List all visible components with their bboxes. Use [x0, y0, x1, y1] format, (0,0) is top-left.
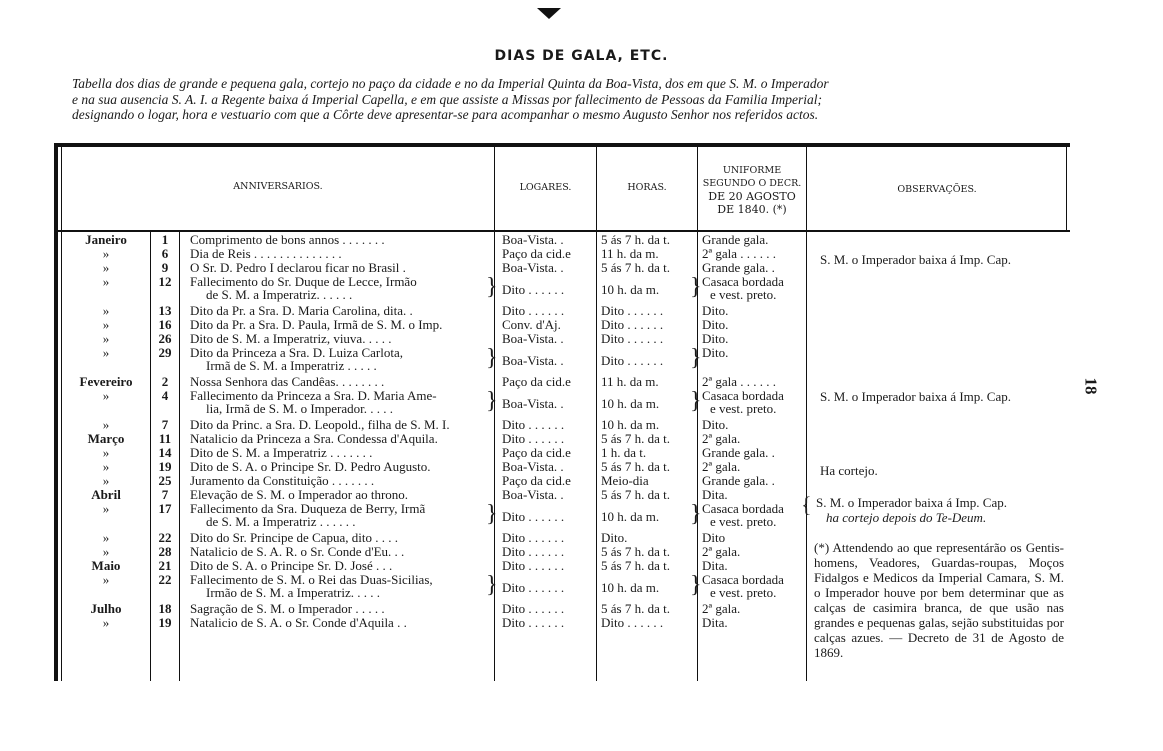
day-cell: 18 [158, 601, 172, 616]
day-cell: 19 [158, 459, 172, 474]
event-cell: Elevação de S. M. o Imperador ao throno. [190, 487, 409, 502]
day-cell: 16 [158, 317, 172, 332]
observation-text: ha cortejo depois do Te-Deum. [826, 510, 987, 525]
day-cell: 19 [158, 615, 172, 630]
month-cell: » [102, 501, 110, 516]
event-cell: Fallecimento do Sr. Duque de Lecce, Irmão [190, 274, 417, 289]
place-cell: Boa-Vista. . [502, 487, 564, 502]
month-cell: » [102, 345, 110, 360]
hour-cell: 1 h. da t. [601, 445, 647, 460]
brace-icon: } [690, 274, 702, 300]
event-cell: Juramento da Constituição . . . . . . . [190, 473, 375, 488]
month-cell: Fevereiro [79, 374, 133, 389]
month-cell: » [102, 303, 110, 318]
dress-cell: Dito. [702, 331, 729, 346]
day-cell: 7 [161, 487, 169, 502]
brace-icon: } [690, 501, 702, 527]
place-cell: Boa-Vista. . [502, 395, 564, 411]
column-rule-short [179, 231, 180, 681]
event-cell: Irmão de S. M. a Imperatriz. . . . . [206, 585, 381, 600]
month-cell: » [102, 445, 110, 460]
place-cell: Paço da cid.e [502, 473, 571, 488]
brace-icon: } [486, 274, 498, 300]
day-cell: 6 [161, 246, 169, 261]
event-cell: Natalicio de S. A. o Sr. Conde d'Aquila . . [190, 615, 407, 630]
event-cell: Dito do Sr. Principe de Capua, dito . . . . [190, 530, 398, 545]
hour-cell: 10 h. da m. [601, 281, 660, 297]
event-cell: Dito de S. M. a Imperatriz . . . . . . . [190, 445, 373, 460]
event-cell: Dia de Reis . . . . . . . . . . . . . . [190, 246, 342, 261]
hour-cell: Meio-dia [601, 473, 649, 488]
place-cell: Dito . . . . . . [502, 508, 565, 524]
month-cell: Janeiro [85, 232, 127, 247]
dress-cell: Casaca bordada [702, 572, 784, 587]
hour-cell: 10 h. da m. [601, 508, 660, 524]
place-cell: Boa-Vista. . [502, 352, 564, 368]
event-cell: Fallecimento da Princeza a Sra. D. Maria Ame- [190, 388, 437, 403]
day-cell: 29 [158, 345, 172, 360]
event-cell: Dito de S. M. a Imperatriz, viuva. . . . . [190, 331, 392, 346]
header-horas: HORAS. [627, 182, 667, 193]
observation-text: Ha cortejo. [820, 463, 878, 478]
event-cell: lia, Irmã de S. M. o Imperador. . . . . [206, 401, 394, 416]
brace-icon: } [486, 345, 498, 371]
place-cell: Dito . . . . . . [502, 417, 565, 432]
place-cell: Conv. d'Aj. [502, 317, 561, 332]
day-cell: 11 [158, 431, 172, 446]
brace-icon: } [690, 388, 702, 414]
place-cell: Dito . . . . . . [502, 281, 565, 297]
decree-note: (*) Attendendo ao que representárão os Gentis-homens, Veadores, Guardas-roupas, Moços Fidalgos e Medicos da Imperial Camara, S. M. o Imperador houve por bem determinar que as calças de casimira branca, de que usão nas grandes e pequenas galas, sejão substituidas por calças azues. — Decreto de 31 de Agosto de 1869. [814, 540, 1064, 660]
month-cell: » [102, 274, 110, 289]
intro-line: Tabella dos dias de grande e pequena gala, cortejo no paço da cidade e no da Imperial Quinta da Boa-Vista, dos em que S. M. o Imperador [72, 76, 829, 91]
month-cell: » [102, 317, 110, 332]
hour-cell: Dito. [601, 530, 628, 545]
brace-icon: } [486, 501, 498, 527]
dress-cell: Dita. [702, 615, 728, 630]
place-cell: Dito . . . . . . [502, 303, 565, 318]
month-cell: » [102, 331, 110, 346]
event-cell: Natalicio da Princeza a Sra. Condessa d'Aquila. [190, 431, 438, 446]
dress-cell: Dito. [702, 303, 729, 318]
day-cell: 4 [161, 388, 169, 403]
dress-cell: e vest. preto. [710, 514, 777, 529]
page-title: DIAS DE GALA, ETC. [494, 48, 669, 64]
place-cell: Paço da cid.e [502, 246, 571, 261]
event-cell: Dito da Princeza a Sra. D. Luiza Carlota, [190, 345, 403, 360]
dress-cell: Dito [702, 530, 726, 545]
event-cell: Dito da Pr. a Sra. D. Maria Carolina, dita. . [190, 303, 413, 318]
day-cell: 22 [158, 572, 172, 587]
ornament-icon [537, 8, 561, 20]
hour-cell: 10 h. da m. [601, 395, 660, 411]
observation-text: S. M. o Imperador baixa á Imp. Cap. [820, 389, 1011, 404]
hour-cell: 5 ás 7 h. da t. [601, 431, 670, 446]
month-cell: » [102, 459, 110, 474]
day-cell: 22 [158, 530, 172, 545]
hour-cell: 10 h. da m. [601, 579, 660, 595]
hour-cell: 5 ás 7 h. da t. [601, 232, 670, 247]
hour-cell: 5 ás 7 h. da t. [601, 459, 670, 474]
month-cell: Março [87, 431, 125, 446]
day-cell: 17 [158, 501, 172, 516]
column-rule [697, 147, 698, 681]
hour-cell: Dito . . . . . . [601, 331, 664, 346]
place-cell: Dito . . . . . . [502, 558, 565, 573]
dress-cell: Dito. [702, 317, 729, 332]
brace-icon: } [486, 572, 498, 598]
event-cell: de S. M. a Imperatriz . . . . . . [206, 514, 356, 529]
event-cell: Dito de S. A. o Principe Sr. D. José . . . [190, 558, 393, 573]
place-cell: Boa-Vista. . [502, 260, 564, 275]
event-cell: Dito da Princ. a Sra. D. Leopold., filha de S. M. I. [190, 417, 450, 432]
dress-cell: Grande gala. . [702, 445, 775, 460]
month-cell: » [102, 260, 110, 275]
event-cell: Fallecimento de S. M. o Rei das Duas-Sicilias, [190, 572, 433, 587]
month-cell: » [102, 473, 110, 488]
place-cell: Dito . . . . . . [502, 530, 565, 545]
dress-cell: 2ª gala. [702, 431, 741, 446]
event-cell: Dito de S. A. o Principe Sr. D. Pedro Augusto. [190, 459, 431, 474]
event-cell: Dito da Pr. a Sra. D. Paula, Irmã de S. M. o Imp. [190, 317, 443, 332]
month-cell: Maio [91, 558, 121, 573]
place-cell: Boa-Vista. . [502, 232, 564, 247]
month-cell: » [102, 530, 110, 545]
day-cell: 21 [158, 558, 172, 573]
month-cell: » [102, 615, 110, 630]
place-cell: Boa-Vista. . [502, 331, 564, 346]
column-rule [494, 147, 495, 681]
month-cell: » [102, 417, 110, 432]
hour-cell: 5 ás 7 h. da t. [601, 260, 670, 275]
dress-cell: Dito. [702, 345, 729, 360]
dress-cell: 2ª gala. [702, 544, 741, 559]
event-cell: Fallecimento da Sra. Duqueza de Berry, Irmã [190, 501, 426, 516]
hour-cell: 11 h. da m. [601, 246, 659, 261]
day-cell: 7 [161, 417, 169, 432]
dress-cell: Casaca bordada [702, 388, 784, 403]
day-cell: 25 [158, 473, 172, 488]
day-cell: 28 [158, 544, 172, 559]
intro-paragraph [72, 76, 1087, 123]
hour-cell: 10 h. da m. [601, 417, 660, 432]
dress-cell: Dita. [702, 487, 728, 502]
intro-line: designando o logar, hora e vestuario com que a Côrte deve apresentar-se para acompanhar o mesmo Augusto Senhor nos referidos actos. [72, 107, 819, 122]
day-cell: 13 [158, 303, 172, 318]
place-cell: Dito . . . . . . [502, 431, 565, 446]
hour-cell: 5 ás 7 h. da t. [601, 487, 670, 502]
hour-cell: Dito . . . . . . [601, 352, 664, 368]
place-cell: Paço da cid.e [502, 445, 571, 460]
dress-cell: e vest. preto. [710, 287, 777, 302]
brace-icon: } [486, 388, 498, 414]
dress-cell: Casaca bordada [702, 501, 784, 516]
hour-cell: 5 ás 7 h. da t. [601, 544, 670, 559]
hour-cell: 5 ás 7 h. da t. [601, 558, 670, 573]
dress-cell: Dito. [702, 417, 729, 432]
dress-cell: Grande gala. . [702, 473, 775, 488]
dress-cell: Grande gala. . [702, 260, 775, 275]
dress-cell: 2ª gala . . . . . . [702, 374, 776, 389]
header-uniforme-line: UNIFORME [722, 165, 782, 176]
dress-cell: e vest. preto. [710, 585, 777, 600]
event-cell: Nossa Senhora das Candêas. . . . . . . . [190, 374, 385, 389]
page-number: 18 [1081, 377, 1101, 395]
day-cell: 14 [158, 445, 172, 460]
dress-cell: Casaca bordada [702, 274, 784, 289]
dress-cell: 2ª gala. [702, 601, 741, 616]
hour-cell: Dito . . . . . . [601, 615, 664, 630]
day-cell: 1 [161, 232, 169, 247]
header-uniforme [698, 164, 806, 216]
table-left-rule [54, 143, 58, 681]
observation-text: S. M. o Imperador baixa á Imp. Cap. [820, 252, 1011, 267]
brace-icon: { [801, 492, 812, 517]
day-cell: 2 [161, 374, 169, 389]
place-cell: Boa-Vista. . [502, 459, 564, 474]
brace-icon: } [690, 572, 702, 598]
column-rule [806, 147, 807, 681]
header-uniforme-line: SEGUNDO O DECR. [702, 178, 802, 189]
place-cell: Dito . . . . . . [502, 579, 565, 595]
month-cell: » [102, 544, 110, 559]
header-anniversarios: ANNIVERSARIOS. [233, 181, 323, 192]
event-cell: Sagração de S. M. o Imperador . . . . . [190, 601, 385, 616]
day-cell: 12 [158, 274, 172, 289]
header-uniforme-line: DE 20 AGOSTO [708, 190, 796, 203]
dress-cell: 2ª gala . . . . . . [702, 246, 776, 261]
event-cell: Comprimento de bons annos . . . . . . . [190, 232, 385, 247]
brace-icon: } [690, 345, 702, 371]
place-cell: Dito . . . . . . [502, 544, 565, 559]
column-rule [596, 147, 597, 681]
header-uniforme-line: DE 1840. (*) [717, 203, 787, 216]
day-cell: 26 [158, 331, 172, 346]
place-cell: Dito . . . . . . [502, 615, 565, 630]
gala-table [54, 143, 1070, 681]
dress-cell: Dita. [702, 558, 728, 573]
month-cell: » [102, 572, 110, 587]
hour-cell: Dito . . . . . . [601, 303, 664, 318]
hour-cell: 5 ás 7 h. da t. [601, 601, 670, 616]
table-left-rule-inner [61, 143, 62, 681]
month-cell: » [102, 388, 110, 403]
month-cell: » [102, 246, 110, 261]
header-observacoes: OBSERVAÇÕES. [897, 184, 977, 195]
place-cell: Dito . . . . . . [502, 601, 565, 616]
event-cell: Natalicio de S. A. R. o Sr. Conde d'Eu. . . [190, 544, 405, 559]
observation-text: S. M. o Imperador baixa á Imp. Cap. [816, 495, 1007, 510]
dress-cell: e vest. preto. [710, 401, 777, 416]
table-top-rule [54, 143, 1070, 147]
hour-cell: 11 h. da m. [601, 374, 659, 389]
event-cell: de S. M. a Imperatriz. . . . . . [206, 287, 353, 302]
day-cell: 9 [161, 260, 169, 275]
month-cell: Julho [90, 601, 122, 616]
month-cell: Abril [91, 487, 121, 502]
place-cell: Paço da cid.e [502, 374, 571, 389]
event-cell: O Sr. D. Pedro I declarou ficar no Brasil . [190, 260, 406, 275]
event-cell: Irmã de S. M. a Imperatriz . . . . . [206, 358, 377, 373]
intro-line: e na sua ausencia S. A. I. a Regente baixa á Imperial Capella, e em que assiste a Missas por fallecimento de Pessoas da Familia Imperial; [72, 91, 823, 107]
header-logares: LOGARES. [519, 182, 572, 193]
hour-cell: Dito . . . . . . [601, 317, 664, 332]
dress-cell: 2ª gala. [702, 459, 741, 474]
dress-cell: Grande gala. [702, 232, 769, 247]
